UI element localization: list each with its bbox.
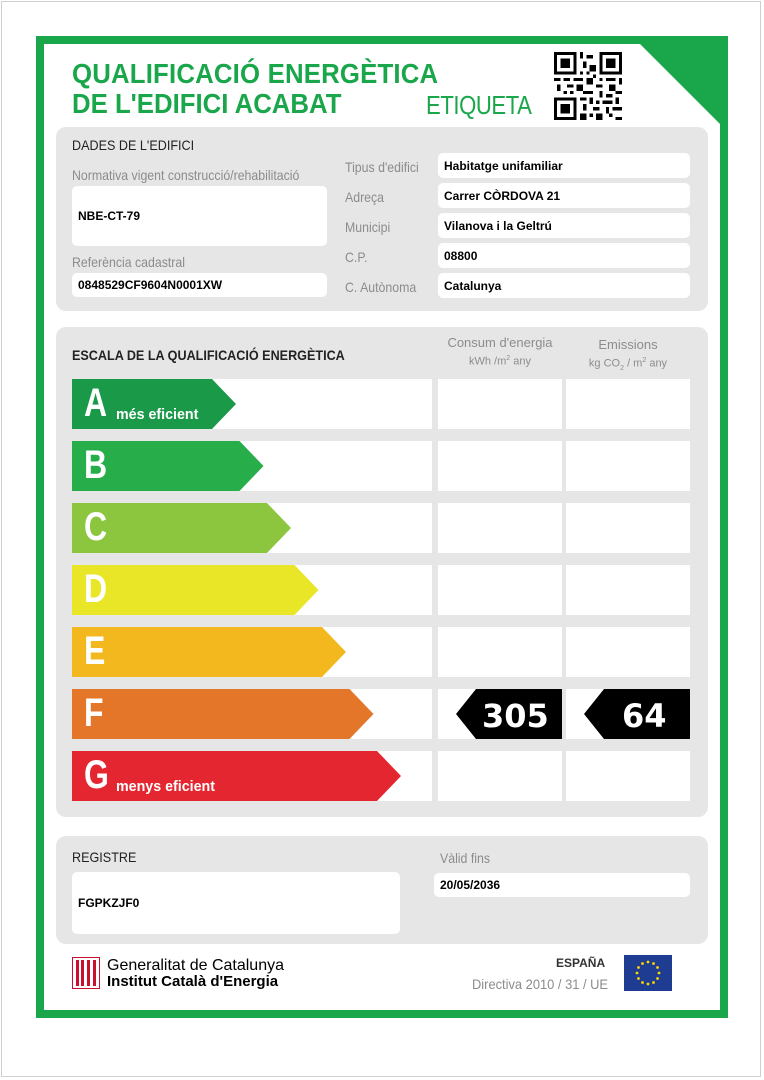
consum-cell xyxy=(438,751,562,801)
rating-letter: F xyxy=(84,691,104,735)
building-section-title: DADES DE L'EDIFICI xyxy=(72,137,195,153)
rating-letter: C xyxy=(84,505,108,549)
emissions-cell xyxy=(566,379,690,429)
emissions-unit: kg $CO_2 / m^2$ any xyxy=(588,357,668,372)
consum-cell xyxy=(438,379,562,429)
consum-unit: kWh $/m^2$ any xyxy=(469,355,531,368)
adreca-field: Carrer CÒRDOVA 21 xyxy=(438,183,690,208)
country-label: ESPAÑA xyxy=(556,956,606,970)
tipus-field: Habitatge unifamiliar xyxy=(438,153,690,178)
rating-arrow-g xyxy=(72,751,401,801)
emissions-cell xyxy=(566,627,690,677)
municipi-field: Vilanova i la Geltrú xyxy=(438,213,690,238)
referencia-label: Referència cadastral xyxy=(72,254,185,270)
emissions-value-badge xyxy=(584,689,690,739)
comunitat-field: Catalunya xyxy=(438,273,690,298)
consum-cell xyxy=(438,565,562,615)
registre-field: FGPKZJF0 xyxy=(72,872,400,934)
qr-code-icon xyxy=(554,52,622,120)
rating-arrow-e xyxy=(72,627,346,677)
municipi-label: Municipi xyxy=(345,219,391,235)
generalitat-logo-icon xyxy=(72,957,100,989)
rating-arrow-c xyxy=(72,503,291,553)
rating-caption: menys eficient xyxy=(116,778,216,795)
scale-section-title: ESCALA DE LA QUALIFICACIÓ ENERGÈTICA xyxy=(72,347,345,363)
directive-label: Directiva 2010 / 31 / UE xyxy=(472,976,609,992)
consum-cell xyxy=(438,441,562,491)
valid-label: Vàlid fins xyxy=(440,850,490,866)
rating-letter: A xyxy=(84,381,108,425)
referencia-field: 0848529CF9604N0001XW xyxy=(72,273,327,297)
consum-value: 305 xyxy=(482,697,549,735)
emissions-cell xyxy=(566,441,690,491)
normativa-field: NBE-CT-79 xyxy=(72,186,327,246)
cp-field: 08800 xyxy=(438,243,690,268)
rating-letter: E xyxy=(84,629,106,673)
cp-label: C.P. xyxy=(345,249,368,265)
etiqueta-label: ETIQUETA xyxy=(426,90,532,120)
consum-cell xyxy=(438,503,562,553)
consum-cell xyxy=(438,627,562,677)
registre-label: REGISTRE xyxy=(72,849,137,865)
emissions-cell xyxy=(566,751,690,801)
emissions-value: 64 xyxy=(622,697,667,735)
rating-letter: B xyxy=(84,443,108,487)
rating-letter: D xyxy=(84,567,108,611)
consum-header: Consum d'energia xyxy=(447,335,553,350)
rating-arrow-a xyxy=(72,379,236,429)
rating-caption: més eficient xyxy=(116,406,199,423)
rating-letter: G xyxy=(84,753,109,797)
icaen-text: Institut Català d'Energia xyxy=(107,973,279,990)
comunitat-label: C. Autònoma xyxy=(345,279,417,295)
rating-arrow-b xyxy=(72,441,264,491)
generalitat-text: Generalitat de Catalunya xyxy=(107,957,284,974)
emissions-header: Emissions xyxy=(598,337,658,352)
valid-field: 20/05/2036 xyxy=(434,873,690,897)
emissions-cell xyxy=(566,503,690,553)
title-line-2: DE L'EDIFICI ACABAT xyxy=(72,88,342,119)
title-line-1: QUALIFICACIÓ ENERGÈTICA xyxy=(72,58,439,89)
normativa-label: Normativa vigent construcció/rehabilitació xyxy=(72,167,300,183)
rating-arrow-d xyxy=(72,565,319,615)
tipus-label: Tipus d'edifici xyxy=(345,159,419,175)
adreca-label: Adreça xyxy=(345,189,385,205)
consum-value-badge xyxy=(456,689,562,739)
rating-arrow-f xyxy=(72,689,374,739)
emissions-cell xyxy=(566,565,690,615)
eu-flag-icon xyxy=(624,955,672,991)
